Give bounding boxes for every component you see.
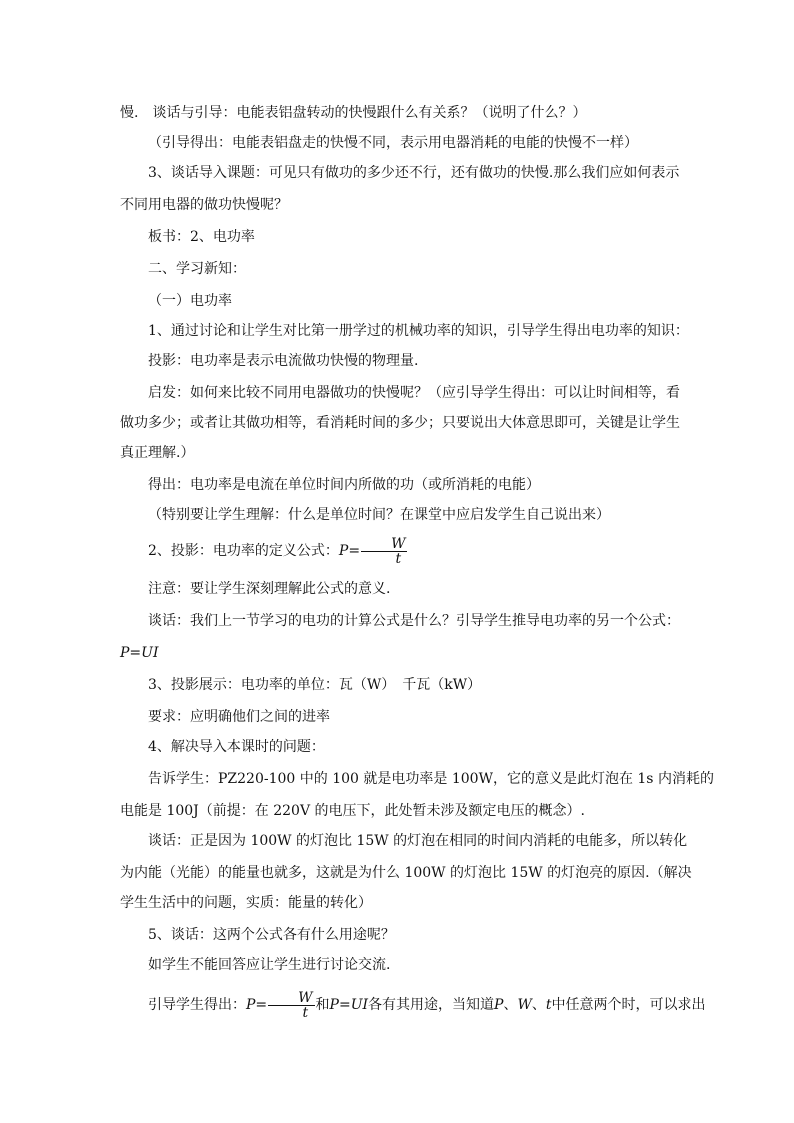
paragraph-11: （特别要让学生理解：什么是单位时间？在课堂中应启发学生自己说出来）: [148, 507, 610, 523]
paragraph-19-line-2: 为内能（光能）的能量也就多，这就是为什么 100W 的灯泡比 15W 的灯泡亮的原因.（解决: [120, 865, 692, 881]
paragraph-22: [120, 989, 706, 1021]
section-heading-2: 二、学习新知：: [148, 261, 246, 277]
paragraph-9-line-1: 启发：如何来比较不同用电器做功的快慢呢？（应引导学生得出：可以让时间相等，看: [148, 385, 680, 401]
paragraph-20: 5、谈话：这两个公式各有什么用途呢？: [148, 927, 395, 943]
paragraph-10: 得出：电功率是电流在单位时间内所做的功（或所消耗的电能）: [148, 477, 540, 493]
formula-lhs-2: P=: [246, 997, 268, 1013]
paragraph-13: 注意：要让学生深刻理解此公式的意义.: [148, 581, 391, 597]
paragraph-9-line-3: 真正理解.）: [120, 445, 195, 461]
paragraph-3-line-2: 不同用电器的做功快慢呢？: [120, 197, 288, 213]
sep-1: 、: [503, 997, 518, 1013]
paragraph-15: 3、投影展示：电功率的单位：瓦（W） 千瓦（kW）: [148, 677, 482, 693]
paragraph-9-line-2: 做功多少；或者让其做功相等，看消耗时间的多少；只要说出大体意思即可，关键是让学生: [120, 415, 680, 431]
paragraph-12: [120, 536, 676, 567]
var-t: t: [545, 997, 552, 1013]
paragraph-14-line-1: 谈话：我们上一节学习的电功的计算公式是什么？引导学生推导电功率的另一个公式：: [148, 613, 680, 629]
subsection-heading: （一）电功率: [148, 293, 232, 309]
paragraph-2: （引导得出：电能表铝盘走的快慢不同，表示用电器消耗的电能的快慢不一样）: [148, 135, 638, 151]
paragraph-18-line-2: 电能是 100J（前提：在 220V 的电压下，此处暂未涉及额定电压的概念）.: [120, 803, 585, 819]
p22-middle: 各有其用途，当知道: [368, 997, 495, 1013]
paragraph-17: 4、解决导入本课时的问题：: [148, 739, 325, 755]
power-fraction: [361, 537, 407, 566]
power-fraction-2: [268, 991, 314, 1020]
formula-intro: 2、投影：电功率的定义公式：: [148, 543, 339, 559]
formula-p-ui-2: P=UI: [329, 997, 369, 1013]
p22-end: 中任意两个时，可以求出: [551, 997, 706, 1013]
paragraph-18-line-1: 告诉学生：PZ220-100 中的 100 就是电功率是 100W，它的意义是此灯泡在 1s 内消耗的: [148, 771, 714, 787]
paragraph-7: 1、通过讨论和让学生对比第一册学过的机械功率的知识，引导学生得出电功率的知识：: [148, 323, 689, 339]
paragraph-16: 要求：应明确他们之间的进率: [148, 709, 330, 725]
paragraph-19-line-3: 学生生活中的问题，实质：能量的转化）: [120, 895, 372, 911]
paragraph-19-line-1: 谈话：正是因为 100W 的灯泡比 15W 的灯泡在相同的时间内消耗的电能多，所以转化: [148, 833, 688, 849]
paragraph-21: 如学生不能回答应让学生进行讨论交流.: [148, 957, 391, 973]
fraction-denominator-2: t: [302, 1004, 309, 1021]
var-p: P: [494, 997, 504, 1013]
paragraph-4: 板书：2、电功率: [148, 229, 255, 245]
fraction-denominator: t: [395, 550, 402, 567]
p22-prefix: 引导学生得出：: [148, 997, 246, 1013]
sep-2: 、: [531, 997, 546, 1013]
formula-lhs: P=: [338, 543, 361, 559]
fraction-numerator: W: [361, 537, 407, 552]
paragraph-8: 投影：电功率是表示电流做功快慢的物理量.: [148, 353, 419, 369]
p22-and: 和: [315, 997, 330, 1013]
var-w: W: [517, 997, 532, 1013]
formula-p-ui: P=UI: [120, 645, 159, 661]
paragraph-1: 慢. 谈话与引导：电能表铝盘转动的快慢跟什么有关系？（说明了什么？）: [120, 105, 587, 121]
fraction-numerator-2: W: [268, 991, 314, 1006]
paragraph-3-line-1: 3、谈话导入课题：可见只有做功的多少还不行，还有做功的快慢.那么我们应如何表示: [148, 165, 680, 181]
